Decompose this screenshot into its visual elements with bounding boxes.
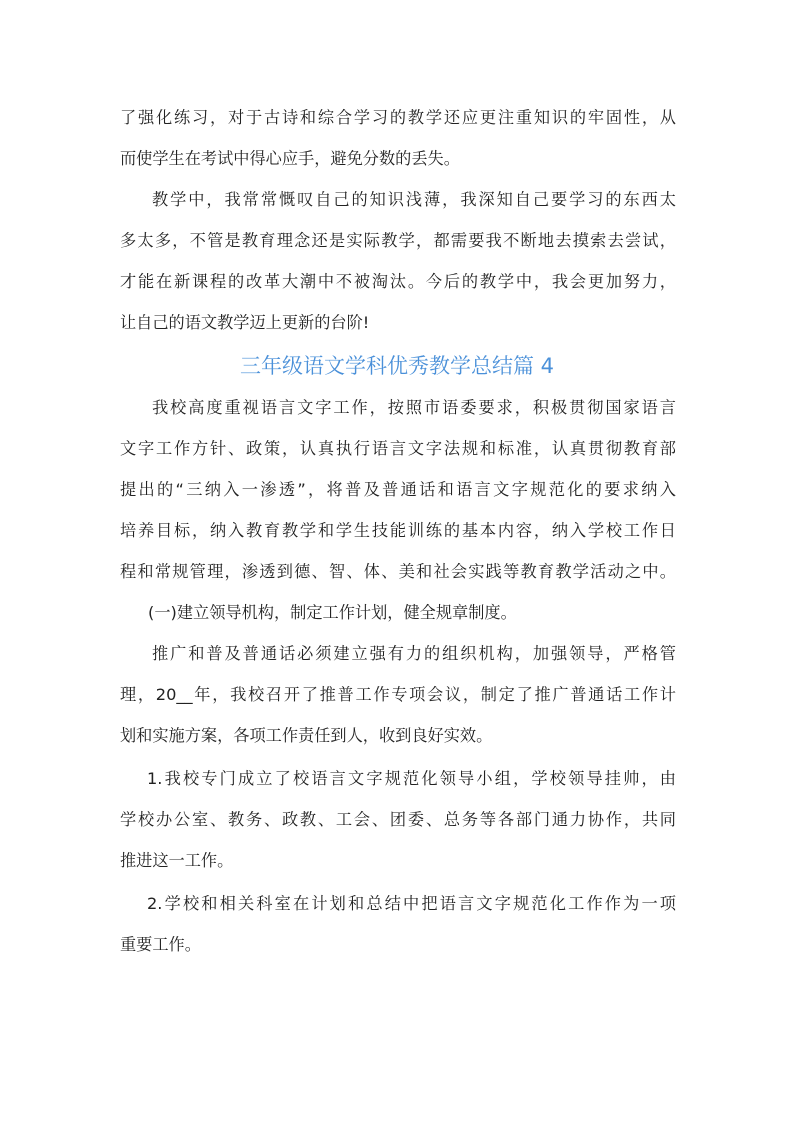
paragraph-c-line-4: 培养目标，纳入教育教学和学生技能训练的基本内容，纳入学校工作日 — [120, 521, 676, 540]
paragraph-c-line-5: 程和常规管理，渗透到德、智、体、美和社会实践等教育教学活动之中。 — [120, 562, 676, 581]
paragraph-b-line-3: 才能在新课程的改革大潮中不被淘汰。今后的教学中，我会更加努力， — [120, 272, 676, 291]
item-2-line-2: 重要工作。 — [120, 935, 201, 954]
paragraph-b-line-4: 让自己的语文教学迈上更新的台阶! — [120, 313, 370, 332]
paragraph-b-line-1: 教学中，我常常慨叹自己的知识浅薄，我深知自己要学习的东西太 — [152, 190, 676, 209]
paragraph-a-line-2: 而使学生在考试中得心应手，避免分数的丢失。 — [120, 149, 460, 168]
paragraph-b-line-2: 多太多，不管是教育理念还是实际教学，都需要我不断地去摸索去尝试， — [120, 231, 676, 250]
paragraph-a-line-1: 了强化练习，对于古诗和综合学习的教学还应更注重知识的牢固性，从 — [120, 108, 676, 127]
subheading-1: (一)建立领导机构，制定工作计划，健全规章制度。 — [148, 603, 517, 622]
paragraph-d-line-2: 理，20__年，我校召开了推普工作专项会议，制定了推广普通话工作计 — [120, 685, 676, 704]
paragraph-d-line-3: 划和实施方案，各项工作责任到人，收到良好实效。 — [120, 726, 493, 745]
paragraph-d-line-1: 推广和普及普通话必须建立强有力的组织机构，加强领导，严格管 — [152, 644, 676, 663]
item-1-line-1: 1.我校专门成立了校语言文字规范化领导小组，学校领导挂帅，由 — [147, 769, 676, 788]
paragraph-c-line-3: 提出的“三纳入一渗透”，将普及普通话和语言文字规范化的要求纳入 — [120, 480, 676, 499]
item-1-line-2: 学校办公室、教务、政教、工会、团委、总务等各部门通力协作，共同 — [120, 810, 676, 829]
item-1-line-3: 推进这一工作。 — [120, 851, 234, 870]
paragraph-c-line-1: 我校高度重视语言文字工作，按照市语委要求，积极贯彻国家语言 — [152, 398, 676, 417]
section-heading: 三年级语文学科优秀教学总结篇 4 — [239, 354, 555, 378]
paragraph-c-line-2: 文字工作方针、政策，认真执行语言文字法规和标准，认真贯彻教育部 — [120, 439, 676, 458]
item-2-line-1: 2.学校和相关科室在计划和总结中把语言文字规范化工作作为一项 — [147, 894, 676, 913]
